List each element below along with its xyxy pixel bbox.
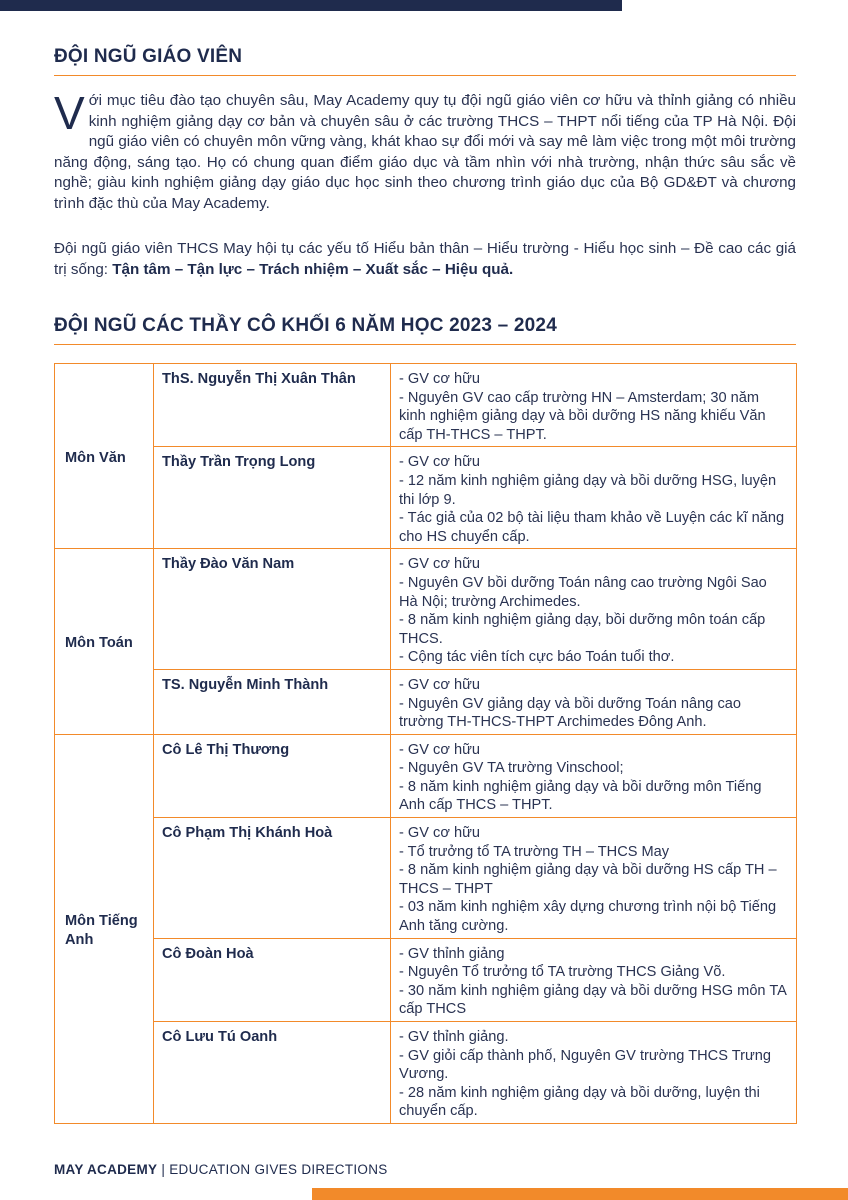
duty-line: - GV cơ hữu <box>399 371 480 387</box>
duty-line: - Nguyên GV bồi dưỡng Toán nâng cao trường Ngôi Sao Hà Nội; trường Archimedes. <box>399 574 767 610</box>
duty-line: - GV giỏi cấp thành phố, Nguyên GV trường THCS Trưng Vương. <box>399 1047 771 1083</box>
teacher-duties-cell <box>391 447 797 549</box>
teacher-duties-cell <box>391 669 797 734</box>
subject-cell: Môn Tiếng Anh <box>55 734 154 1123</box>
footer <box>54 1162 388 1177</box>
teacher-duties-cell <box>391 364 797 447</box>
teacher-duties-cell <box>391 549 797 670</box>
subject-cell: Môn Toán <box>55 549 154 734</box>
teacher-table <box>54 363 797 1124</box>
duty-line: - Nguyên GV cao cấp trường HN – Amsterdam; 30 năm kinh nghiệm giảng dạy và bồi dưỡng HS năng khiếu Văn cấp TH-THCS – THPT. <box>399 389 766 443</box>
duty-line: - GV cơ hữu <box>399 825 480 842</box>
footer-tagline: EDUCATION GIVES DIRECTIONS <box>169 1162 388 1177</box>
table-row <box>55 1022 797 1124</box>
duty-line: - 28 năm kinh nghiệm giảng dạy và bồi dưỡng, luyện thi chuyển cấp. <box>399 1084 760 1120</box>
table-row <box>55 549 797 670</box>
duty-line: - Nguyên GV giảng dạy và bồi dưỡng Toán nâng cao trường TH-THCS-THPT Archimedes Đông Anh. <box>399 695 741 731</box>
duty-line: - GV thỉnh giảng. <box>399 1029 509 1045</box>
teacher-name-cell: Cô Đoàn Hoà <box>154 938 391 1021</box>
duty-line: - GV thỉnh giảng <box>399 945 505 962</box>
table-row <box>55 938 797 1021</box>
duty-line: - Cộng tác viên tích cực báo Toán tuổi thơ. <box>399 649 675 666</box>
table-row <box>55 364 797 447</box>
drop-cap: V <box>54 87 85 139</box>
table-row <box>55 734 797 817</box>
table-row <box>55 669 797 734</box>
duty-line: - Tổ trưởng tổ TA trường TH – THCS May <box>399 843 670 860</box>
duty-line: - Nguyên Tổ trưởng tổ TA trường THCS Giảng Võ. <box>399 964 726 981</box>
teacher-duties-cell <box>391 1022 797 1124</box>
teacher-name-cell: Cô Lê Thị Thương <box>154 734 391 817</box>
intro-text: ới mục tiêu đào tạo chuyên sâu, May Academy quy tụ đội ngũ giáo viên cơ hữu và thỉnh giảng có nhiều kinh nghiệm giảng dạy cơ bản và chuyên sâu ở các trường THCS – THPT nổi tiếng của TP Hà Nội. Đội ngũ giáo viên có chuyên môn vững vàng, khát khao sự đổi mới và say mê làm việc trong một môi trường năng động, sáng tạo. Họ có chung quan điểm giáo dục và tầm nhìn với nhà trường, nhận thức sâu sắc về nghề; giàu kinh nghiệm giảng dạy giáo dục học sinh theo chương trình giáo dục của Bộ GD&ĐT và chương trình đặc thù của May Academy. <box>54 92 796 212</box>
subject-cell: Môn Văn <box>55 364 154 549</box>
teacher-duties-cell <box>391 818 797 939</box>
duty-line: - 8 năm kinh nghiệm giảng dạy và bồi dưỡng môn Tiếng Anh cấp THCS – THPT. <box>399 778 762 814</box>
teacher-name-cell: Thầy Đào Văn Nam <box>154 549 391 670</box>
values-lead-text: Đội ngũ giáo viên THCS May hội tụ các yếu tố Hiểu bản thân – Hiểu trường - Hiểu học sinh – Đề cao các giá trị sống: <box>54 240 796 278</box>
duty-line: - 30 năm kinh nghiệm giảng dạy và bồi dưỡng HSG môn TA cấp THCS <box>399 982 787 1018</box>
duty-line: - GV cơ hữu <box>399 676 480 693</box>
duty-line: - GV cơ hữu <box>399 556 480 573</box>
duty-line: - Tác giả của 02 bộ tài liệu tham khảo về Luyện các kĩ năng cho HS chuyển cấp. <box>399 510 785 545</box>
duty-line: - 8 năm kinh nghiệm giảng dạy, bồi dưỡng môn toán cấp THCS. <box>399 612 766 647</box>
values-paragraph <box>54 238 796 280</box>
duty-line: - 03 năm kinh nghiệm xây dựng chương trình nội bộ Tiếng Anh tăng cường. <box>399 899 777 935</box>
teacher-name-cell: Cô Phạm Thị Khánh Hoà <box>154 818 391 939</box>
teacher-duties-cell <box>391 734 797 817</box>
teacher-duties-cell <box>391 938 797 1021</box>
intro-paragraph <box>54 87 796 215</box>
section-title-teachers: ĐỘI NGŨ GIÁO VIÊN <box>54 46 796 76</box>
duty-line: - Nguyên GV TA trường Vinschool; <box>399 760 624 777</box>
teacher-name-cell: Thầy Trần Trọng Long <box>154 447 391 549</box>
core-values: Tận tâm – Tận lực – Trách nhiệm – Xuất sắc – Hiệu quả. <box>112 261 514 278</box>
footer-brand: MAY ACADEMY <box>54 1162 158 1177</box>
teacher-name-cell: Cô Lưu Tú Oanh <box>154 1022 391 1124</box>
teacher-name-cell: ThS. Nguyễn Thị Xuân Thân <box>154 364 391 447</box>
table-row <box>55 447 797 549</box>
table-row <box>55 818 797 939</box>
bottom-accent-bar <box>312 1188 848 1200</box>
duty-line: - GV cơ hữu <box>399 741 480 758</box>
footer-separator: | <box>157 1162 170 1177</box>
section-title-grade6: ĐỘI NGŨ CÁC THẦY CÔ KHỐI 6 NĂM HỌC 2023 – 2024 <box>54 315 796 345</box>
duty-line: - GV cơ hữu <box>399 454 480 471</box>
teacher-name-cell: TS. Nguyễn Minh Thành <box>154 669 391 734</box>
top-accent-bar <box>0 0 622 11</box>
duty-line: - 8 năm kinh nghiệm giảng dạy và bồi dưỡng HS cấp TH – THCS – THPT <box>399 862 777 897</box>
duty-line: - 12 năm kinh nghiệm giảng dạy và bồi dưỡng HSG, luyện thi lớp 9. <box>399 472 777 508</box>
